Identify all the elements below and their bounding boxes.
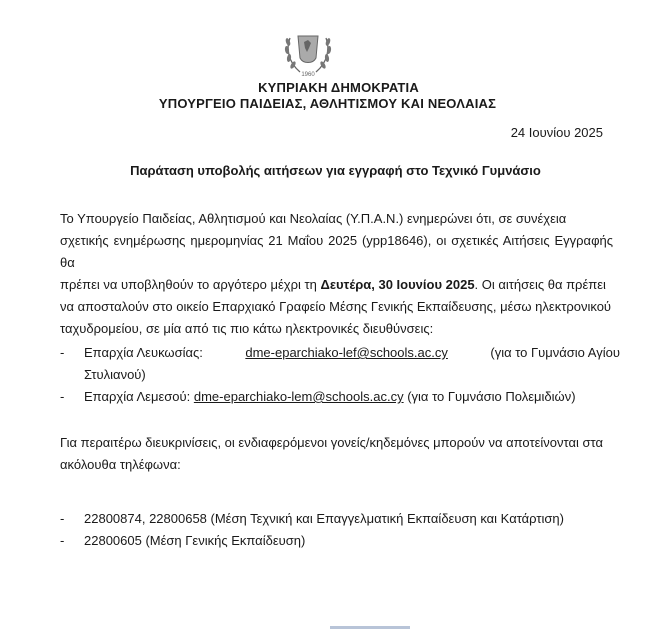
phone-entry: 22800605 (Μέση Γενικής Εκπαίδευση) <box>84 533 306 548</box>
list-dash: - <box>60 533 65 548</box>
document-title: Παράταση υποβολής αιτήσεων για εγγραφή στο Τεχνικό Γυμνάσιο <box>130 163 541 178</box>
further-info-line-2: ακόλουθα τηλέφωνα: <box>60 457 181 472</box>
intro-line-4: να αποσταλούν στο οικείο Επαρχιακό Γραφείο Μέσης Γενικής Εκπαίδευσης, μέσω ηλεκτρονικού <box>60 299 612 314</box>
intro-line-3-start: πρέπει να υποβληθούν το αργότερο μέχρι τη <box>60 277 321 292</box>
header-republic-name: ΚΥΠΡΙΑΚΗ ΔΗΜΟΚΡΑΤΙΑ <box>258 80 419 95</box>
list-dash: - <box>60 511 65 526</box>
intro-line-5: ταχυδρομείου, σε μία από τις πιο κάτω ηλεκτρονικές διευθύνσεις: <box>60 321 434 336</box>
school-note-part2: Στυλιανού) <box>84 367 146 382</box>
list-item <box>60 530 620 552</box>
email-link-nicosia[interactable]: dme-eparchiako-lef@schools.ac.cy <box>245 345 448 360</box>
svg-text:1960: 1960 <box>301 72 315 78</box>
contact-row <box>84 342 620 364</box>
scan-edge-mark <box>330 626 410 629</box>
email-contacts-list <box>60 342 620 408</box>
phone-entry: 22800874, 22800658 (Μέση Τεχνική και Επαγγελματική Εκπαίδευση και Κατάρτιση) <box>84 511 564 526</box>
further-info-line-1: Για περαιτέρω διευκρινίσεις, οι ενδιαφερόμενοι γονείς/κηδεμόνες μπορούν να αποτείνονται στα <box>60 435 603 450</box>
school-note-part1: (για το Γυμνάσιο Αγίου <box>490 345 620 360</box>
phone-list <box>60 508 620 552</box>
district-label: Επαρχία Λεμεσού: <box>84 389 191 404</box>
further-info-paragraph <box>60 432 613 476</box>
list-item <box>60 386 620 408</box>
deadline-date: Δευτέρα, 30 Ιουνίου 2025 <box>320 277 475 292</box>
intro-line-1: Το Υπουργείο Παιδείας, Αθλητισμού και Νεολαίας (Υ.Π.Α.Ν.) ενημερώνει ότι, σε συνέχεια <box>60 211 567 226</box>
school-note: (για το Γυμνάσιο Πολεμιδιών) <box>407 389 576 404</box>
intro-line-3 <box>60 274 613 296</box>
district-label: Επαρχία Λευκωσίας: <box>84 345 203 360</box>
intro-line-3-end: . Οι αιτήσεις θα πρέπει <box>474 277 606 292</box>
list-item <box>60 508 620 530</box>
cyprus-coat-of-arms-icon <box>278 28 338 80</box>
list-dash: - <box>60 345 65 360</box>
document-date: 24 Ιουνίου 2025 <box>510 125 603 140</box>
intro-paragraph <box>60 208 613 340</box>
email-link-limassol[interactable]: dme-eparchiako-lem@schools.ac.cy <box>193 389 404 404</box>
list-item <box>60 342 620 386</box>
list-dash: - <box>60 389 65 404</box>
header-ministry-name: ΥΠΟΥΡΓΕΙΟ ΠΑΙΔΕΙΑΣ, ΑΘΛΗΤΙΣΜΟΥ ΚΑΙ ΝΕΟΛΑΙΑΣ <box>158 96 497 111</box>
intro-line-2: σχετικής ενημέρωσης ημερομηνίας 21 Μαΐου 2025 (ypp18646), οι σχετικές Αιτήσεις Εγγραφής θα <box>60 233 613 270</box>
